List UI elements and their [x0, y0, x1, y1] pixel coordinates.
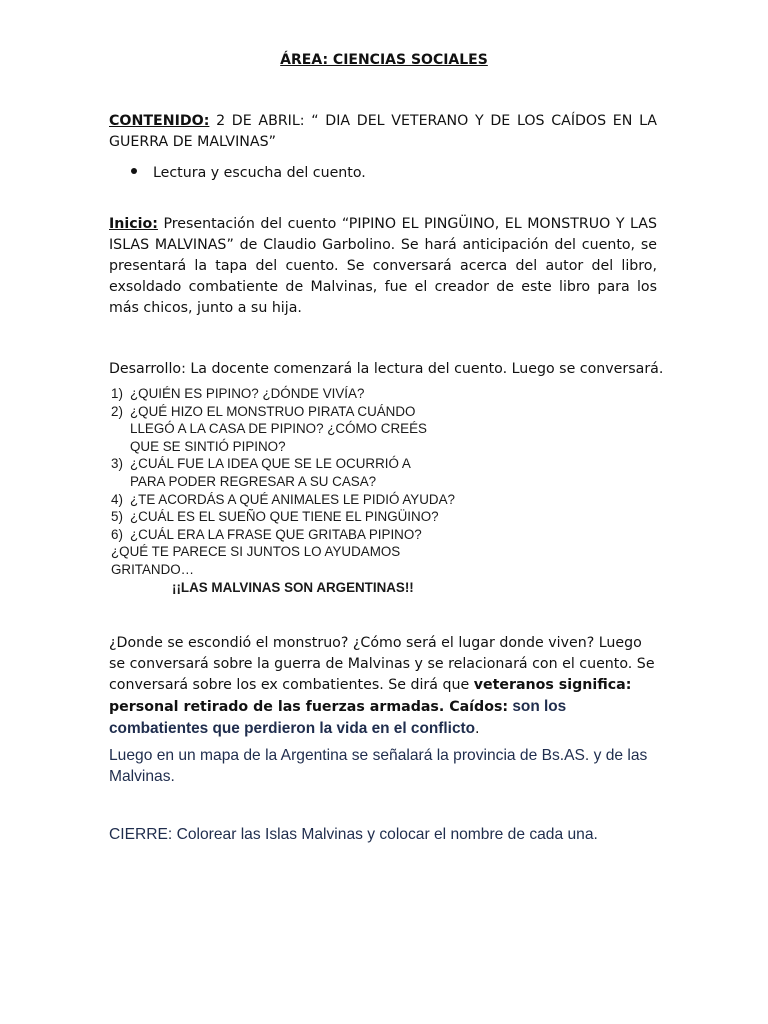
donde-paragraph [109, 633, 657, 740]
question-shout: ¡¡LAS MALVINAS SON ARGENTINAS!! [172, 579, 414, 595]
bullet-text: Lectura y escucha del cuento. [153, 165, 366, 181]
question-number: 6) [111, 526, 123, 542]
page-title: ÁREA: CIENCIAS SOCIALES [280, 52, 488, 68]
question-number: 3) [111, 456, 123, 472]
question-item [111, 455, 471, 490]
donde-plain-text: ¿Donde se escondió el monstruo? ¿Cómo será el lugar donde viven? Luego se conversará sobre la guerra de Malvinas y se relacionará con el cuento. Se conversará sobre los ex combatientes. Se dirá que [109, 635, 655, 693]
desarrollo-paragraph: Desarrollo: La docente comenzará la lectura del cuento. Luego se conversará. [109, 361, 664, 377]
contenido-paragraph [109, 111, 657, 153]
question-text: ¿CUÁL FUE LA IDEA QUE SE LE OCURRIÓ A PARA PODER REGRESAR A SU CASA? [130, 456, 411, 489]
question-text: ¿TE ACORDÁS A QUÉ ANIMALES LE PIDIÓ AYUDA? [130, 491, 455, 507]
bullet-icon [131, 168, 137, 174]
inicio-text: Presentación del cuento “PIPINO EL PINGÜINO, EL MONSTRUO Y LAS ISLAS MALVINAS” de Claudio Garbolino. Se hará anticipación del cuento, se presentará la tapa del cuento. Se conversará acerca del autor del libro, exsoldado combatiente de Malvinas, fue el creador de este libro para los más chicos, junto a su hija. [109, 216, 657, 316]
question-text: ¿CUÁL ERA LA FRASE QUE GRITABA PIPINO? [130, 526, 422, 542]
question-item [111, 385, 471, 403]
mapa-paragraph: Luego en un mapa de la Argentina se señalará la provincia de Bs.AS. y de las Malvinas. [109, 747, 648, 785]
inicio-paragraph [109, 214, 657, 319]
inicio-label: Inicio: [109, 216, 158, 232]
donde-blue-text: son los combatientes que perdieron la vida en el conflicto [109, 698, 567, 737]
question-text: ¿QUIÉN ES PIPINO? ¿DÓNDE VIVÍA? [130, 386, 365, 401]
question-extra: ¿QUÉ TE PARECE SI JUNTOS LO AYUDAMOS GRITANDO… [111, 544, 401, 577]
question-number: 4) [111, 491, 123, 507]
question-item [111, 526, 471, 544]
question-number: 2) [111, 403, 123, 419]
question-item [111, 403, 471, 456]
contenido-label: CONTENIDO: [109, 113, 210, 129]
question-number: 5) [111, 509, 123, 525]
donde-bold-text: veteranos significa: personal retirado de las fuerzas armadas. Caídos: [109, 677, 632, 715]
donde-end-text: . [475, 721, 480, 737]
question-text: ¿CUÁL ES EL SUEÑO QUE TIENE EL PINGÜINO? [130, 509, 439, 525]
question-item [111, 491, 471, 509]
question-item [111, 508, 471, 526]
cierre-paragraph: CIERRE: Colorear las Islas Malvinas y colocar el nombre de cada una. [109, 826, 598, 843]
questions-block [111, 385, 471, 596]
contenido-text: 2 DE ABRIL: “ DIA DEL VETERANO Y DE LOS CAÍDOS EN LA GUERRA DE MALVINAS” [109, 113, 657, 150]
question-text: ¿QUÉ HIZO EL MONSTRUO PIRATA CUÁNDO LLEGÓ A LA CASA DE PIPINO? ¿CÓMO CREÉS QUE SE SINTIÓ PIPINO? [130, 403, 427, 454]
list-item [131, 163, 366, 184]
question-number: 1) [111, 386, 123, 401]
